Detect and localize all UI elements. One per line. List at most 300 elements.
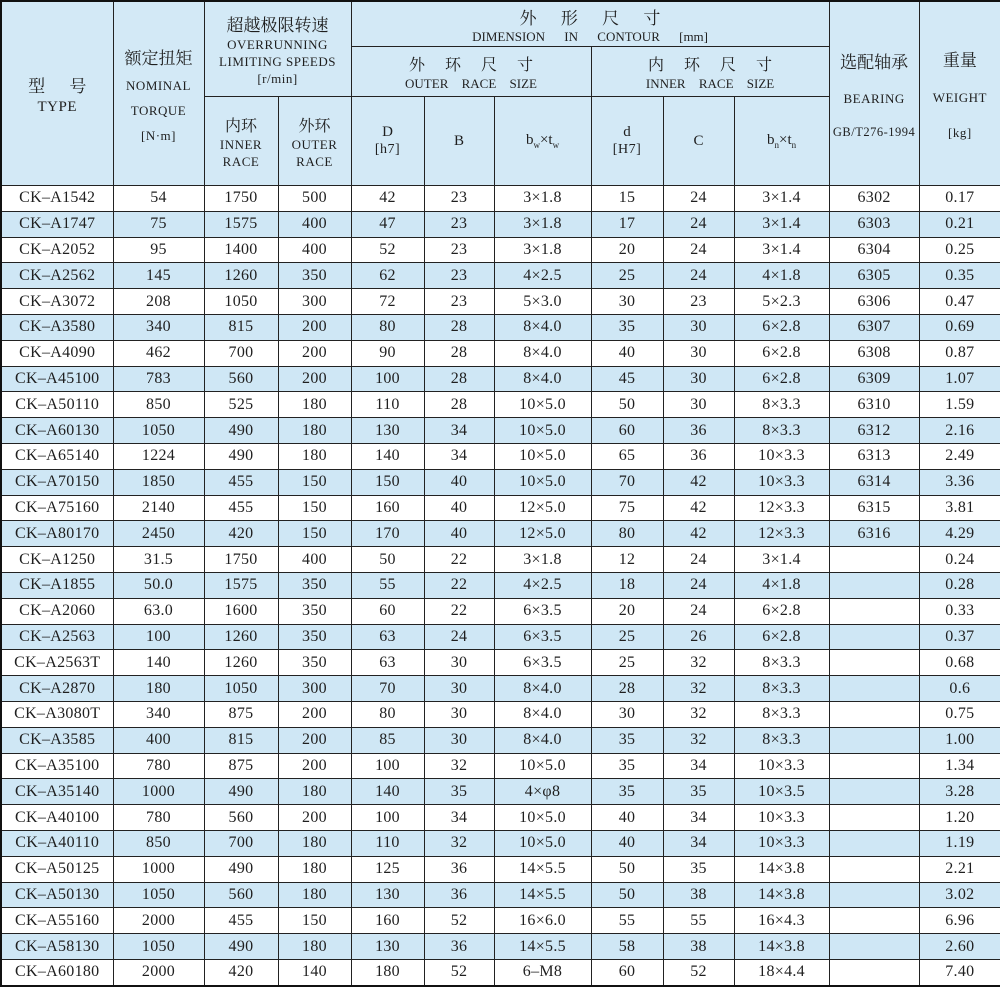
table-row <box>1 805 1000 831</box>
cell-bearing: 6316 <box>829 521 919 547</box>
cell-bearing <box>829 805 919 831</box>
cell-nominal-torque: 31.5 <box>113 547 204 573</box>
table-row <box>1 572 1000 598</box>
cell-B: 22 <box>424 598 494 624</box>
table-row <box>1 211 1000 237</box>
cell-d: 40 <box>591 805 663 831</box>
col-header-bearing <box>829 1 919 186</box>
cell-bearing <box>829 624 919 650</box>
cell-weight: 0.24 <box>919 547 1000 573</box>
cell-C: 30 <box>663 366 734 392</box>
cell-weight: 1.00 <box>919 727 1000 753</box>
cell-d: 80 <box>591 521 663 547</box>
cell-weight: 3.28 <box>919 779 1000 805</box>
cell-B: 40 <box>424 469 494 495</box>
cell-inner-race-speed: 875 <box>204 701 278 727</box>
cell-outer-race-speed: 150 <box>278 908 351 934</box>
cell-bn-tn: 12×3.3 <box>734 495 829 521</box>
speeds-label-zh: 超越极限转速 <box>226 16 329 35</box>
cell-inner-race-speed: 455 <box>204 469 278 495</box>
table-row <box>1 366 1000 392</box>
cell-C: 30 <box>663 340 734 366</box>
cell-bw-tw: 12×5.0 <box>494 495 591 521</box>
cell-B: 30 <box>424 650 494 676</box>
cell-type: CK–A2563 <box>1 624 113 650</box>
table-header <box>1 1 1000 186</box>
cell-outer-race-speed: 400 <box>278 237 351 263</box>
table-row <box>1 521 1000 547</box>
cell-bearing <box>829 650 919 676</box>
cell-nominal-torque: 95 <box>113 237 204 263</box>
table-row <box>1 340 1000 366</box>
cell-d: 18 <box>591 572 663 598</box>
cell-outer-race-speed: 150 <box>278 469 351 495</box>
cell-B: 23 <box>424 186 494 212</box>
tw-base: ×t <box>539 132 553 149</box>
cell-type: CK–A60130 <box>1 418 113 444</box>
cell-inner-race-speed: 1260 <box>204 650 278 676</box>
cell-bw-tw: 10×5.0 <box>494 753 591 779</box>
cell-weight: 0.17 <box>919 186 1000 212</box>
cell-C: 35 <box>663 856 734 882</box>
cell-bearing <box>829 779 919 805</box>
cell-bearing <box>829 547 919 573</box>
table-row <box>1 727 1000 753</box>
cell-outer-race-speed: 180 <box>278 779 351 805</box>
cell-inner-race-speed: 700 <box>204 830 278 856</box>
cell-nominal-torque: 400 <box>113 727 204 753</box>
cell-D: 63 <box>351 624 424 650</box>
cell-outer-race-speed: 140 <box>278 959 351 985</box>
table-row <box>1 753 1000 779</box>
cell-d: 65 <box>591 443 663 469</box>
cell-weight: 1.59 <box>919 392 1000 418</box>
cell-bearing: 6303 <box>829 211 919 237</box>
cell-bearing <box>829 908 919 934</box>
cell-nominal-torque: 1224 <box>113 443 204 469</box>
table-row <box>1 237 1000 263</box>
col-header-inner-race-speed <box>204 97 278 186</box>
cell-inner-race-speed: 560 <box>204 366 278 392</box>
cell-weight: 0.69 <box>919 314 1000 340</box>
cell-d: 35 <box>591 753 663 779</box>
cell-bw-tw: 8×4.0 <box>494 340 591 366</box>
cell-type: CK–A35100 <box>1 753 113 779</box>
cell-bw-tw: 3×1.8 <box>494 547 591 573</box>
cell-weight: 1.34 <box>919 753 1000 779</box>
cell-C: 34 <box>663 753 734 779</box>
cell-nominal-torque: 783 <box>113 366 204 392</box>
cell-C: 30 <box>663 392 734 418</box>
type-label-zh: 型 号 <box>28 76 97 96</box>
cell-bn-tn: 8×3.3 <box>734 701 829 727</box>
cell-B: 36 <box>424 882 494 908</box>
cell-bearing <box>829 959 919 985</box>
cell-outer-race-speed: 200 <box>278 314 351 340</box>
cell-inner-race-speed: 1750 <box>204 547 278 573</box>
cell-bearing <box>829 856 919 882</box>
inner-race-size-en: INNER RACE SIZE <box>645 75 775 91</box>
cell-bw-tw: 10×5.0 <box>494 392 591 418</box>
cell-bw-tw: 10×5.0 <box>494 805 591 831</box>
cell-outer-race-speed: 200 <box>278 805 351 831</box>
cell-d: 20 <box>591 237 663 263</box>
cell-D: 110 <box>351 392 424 418</box>
cell-C: 32 <box>663 676 734 702</box>
cell-d: 40 <box>591 830 663 856</box>
cell-outer-race-speed: 200 <box>278 753 351 779</box>
cell-bw-tw: 14×5.5 <box>494 856 591 882</box>
cell-nominal-torque: 2450 <box>113 521 204 547</box>
cell-nominal-torque: 780 <box>113 805 204 831</box>
table-row <box>1 830 1000 856</box>
cell-weight: 0.28 <box>919 572 1000 598</box>
cell-nominal-torque: 1050 <box>113 418 204 444</box>
cell-D: 70 <box>351 676 424 702</box>
cell-B: 28 <box>424 366 494 392</box>
cell-nominal-torque: 50.0 <box>113 572 204 598</box>
cell-nominal-torque: 340 <box>113 701 204 727</box>
cell-type: CK–A70150 <box>1 469 113 495</box>
cell-type: CK–A55160 <box>1 908 113 934</box>
cell-bw-tw: 6–M8 <box>494 959 591 985</box>
cell-C: 42 <box>663 469 734 495</box>
cell-D: 80 <box>351 701 424 727</box>
cell-B: 22 <box>424 572 494 598</box>
cell-bn-tn: 8×3.3 <box>734 727 829 753</box>
speeds-unit: [r/min] <box>257 71 298 86</box>
speeds-label-en1: OVERRUNNING <box>227 37 328 52</box>
cell-B: 28 <box>424 314 494 340</box>
bn-base: b <box>766 132 775 149</box>
cell-D: 60 <box>351 598 424 624</box>
cell-bn-tn: 10×3.3 <box>734 805 829 831</box>
type-label-en: TYPE <box>37 98 77 115</box>
col-header-bn-tn <box>734 97 829 186</box>
torque-label-zh: 额定扭矩 <box>124 48 193 68</box>
cell-inner-race-speed: 560 <box>204 882 278 908</box>
cell-type: CK–A58130 <box>1 934 113 960</box>
cell-bw-tw: 10×5.0 <box>494 418 591 444</box>
cell-bn-tn: 3×1.4 <box>734 211 829 237</box>
table-row <box>1 779 1000 805</box>
cell-inner-race-speed: 1600 <box>204 598 278 624</box>
cell-B: 34 <box>424 418 494 444</box>
cell-d: 25 <box>591 263 663 289</box>
cell-bn-tn: 4×1.8 <box>734 263 829 289</box>
cell-d: 20 <box>591 598 663 624</box>
cell-outer-race-speed: 150 <box>278 495 351 521</box>
cell-B: 23 <box>424 289 494 315</box>
cell-C: 23 <box>663 289 734 315</box>
cell-B: 30 <box>424 676 494 702</box>
cell-type: CK–A50110 <box>1 392 113 418</box>
cell-d: 25 <box>591 624 663 650</box>
cell-outer-race-speed: 350 <box>278 263 351 289</box>
cell-D: 150 <box>351 469 424 495</box>
cell-weight: 2.21 <box>919 856 1000 882</box>
cell-inner-race-speed: 1050 <box>204 676 278 702</box>
cell-d: 17 <box>591 211 663 237</box>
cell-type: CK–A35140 <box>1 779 113 805</box>
cell-outer-race-speed: 350 <box>278 572 351 598</box>
cell-B: 28 <box>424 392 494 418</box>
cell-type: CK–A50130 <box>1 882 113 908</box>
col-header-B <box>424 97 494 186</box>
table-row <box>1 495 1000 521</box>
group-header-outer-race-size <box>351 47 591 97</box>
torque-label-en2: TORQUE <box>130 102 187 118</box>
cell-weight: 0.21 <box>919 211 1000 237</box>
cell-D: 80 <box>351 314 424 340</box>
cell-B: 32 <box>424 753 494 779</box>
cell-bw-tw: 5×3.0 <box>494 289 591 315</box>
cell-outer-race-speed: 300 <box>278 289 351 315</box>
cell-inner-race-speed: 815 <box>204 314 278 340</box>
speeds-label-en2: LIMITING SPEEDS <box>219 54 336 69</box>
cell-nominal-torque: 340 <box>113 314 204 340</box>
cell-outer-race-speed: 180 <box>278 830 351 856</box>
cell-C: 38 <box>663 882 734 908</box>
cell-B: 22 <box>424 547 494 573</box>
cell-inner-race-speed: 490 <box>204 856 278 882</box>
cell-weight: 2.49 <box>919 443 1000 469</box>
cell-inner-race-speed: 1575 <box>204 572 278 598</box>
col-header-D <box>351 97 424 186</box>
cell-D: 125 <box>351 856 424 882</box>
cell-bw-tw: 8×4.0 <box>494 366 591 392</box>
d-symbol: d <box>623 124 631 140</box>
cell-D: 140 <box>351 779 424 805</box>
col-header-torque <box>113 1 204 186</box>
C-symbol: C <box>693 133 704 149</box>
cell-B: 52 <box>424 959 494 985</box>
cell-d: 30 <box>591 701 663 727</box>
table-row <box>1 186 1000 212</box>
cell-bn-tn: 8×3.3 <box>734 676 829 702</box>
cell-bearing <box>829 572 919 598</box>
cell-B: 23 <box>424 237 494 263</box>
weight-unit: [kg] <box>948 125 972 140</box>
cell-weight: 0.68 <box>919 650 1000 676</box>
cell-B: 23 <box>424 211 494 237</box>
cell-nominal-torque: 180 <box>113 676 204 702</box>
cell-nominal-torque: 140 <box>113 650 204 676</box>
cell-type: CK–A2562 <box>1 263 113 289</box>
cell-d: 35 <box>591 727 663 753</box>
cell-bearing <box>829 676 919 702</box>
bearing-label-en: BEARING <box>843 90 905 106</box>
table-row <box>1 469 1000 495</box>
cell-inner-race-speed: 700 <box>204 340 278 366</box>
tn-sub: n <box>791 140 797 151</box>
cell-inner-race-speed: 1575 <box>204 211 278 237</box>
cell-d: 58 <box>591 934 663 960</box>
cell-inner-race-speed: 1400 <box>204 237 278 263</box>
col-header-bw-tw <box>494 97 591 186</box>
cell-B: 34 <box>424 443 494 469</box>
cell-bn-tn: 10×3.3 <box>734 469 829 495</box>
cell-bn-tn: 3×1.4 <box>734 186 829 212</box>
table-row <box>1 856 1000 882</box>
cell-inner-race-speed: 490 <box>204 443 278 469</box>
cell-B: 52 <box>424 908 494 934</box>
d-tolerance: [H7] <box>612 142 642 157</box>
cell-bw-tw: 6×3.5 <box>494 598 591 624</box>
cell-nominal-torque: 100 <box>113 624 204 650</box>
cell-bn-tn: 14×3.8 <box>734 856 829 882</box>
cell-D: 140 <box>351 443 424 469</box>
cell-weight: 0.75 <box>919 701 1000 727</box>
cell-bn-tn: 16×4.3 <box>734 908 829 934</box>
table-row <box>1 650 1000 676</box>
cell-C: 24 <box>663 572 734 598</box>
cell-bw-tw: 6×3.5 <box>494 624 591 650</box>
table-row <box>1 624 1000 650</box>
cell-C: 55 <box>663 908 734 934</box>
table-row <box>1 392 1000 418</box>
cell-C: 36 <box>663 443 734 469</box>
cell-inner-race-speed: 1750 <box>204 186 278 212</box>
cell-weight: 1.19 <box>919 830 1000 856</box>
cell-D: 170 <box>351 521 424 547</box>
cell-type: CK–A2870 <box>1 676 113 702</box>
cell-bn-tn: 12×3.3 <box>734 521 829 547</box>
col-header-dimension <box>351 1 829 47</box>
cell-type: CK–A3580 <box>1 314 113 340</box>
cell-bearing: 6306 <box>829 289 919 315</box>
cell-bn-tn: 3×1.4 <box>734 237 829 263</box>
torque-unit: [N·m] <box>141 127 176 143</box>
table-row <box>1 676 1000 702</box>
cell-C: 24 <box>663 598 734 624</box>
cell-B: 30 <box>424 727 494 753</box>
cell-weight: 1.07 <box>919 366 1000 392</box>
cell-nominal-torque: 1000 <box>113 779 204 805</box>
cell-type: CK–A80170 <box>1 521 113 547</box>
cell-d: 70 <box>591 469 663 495</box>
table-row <box>1 314 1000 340</box>
bw-sub: w <box>533 140 540 151</box>
cell-d: 25 <box>591 650 663 676</box>
cell-D: 130 <box>351 934 424 960</box>
cell-outer-race-speed: 180 <box>278 934 351 960</box>
cell-d: 50 <box>591 882 663 908</box>
cell-d: 50 <box>591 856 663 882</box>
cell-inner-race-speed: 1260 <box>204 263 278 289</box>
cell-inner-race-speed: 490 <box>204 779 278 805</box>
cell-bearing: 6305 <box>829 263 919 289</box>
cell-D: 72 <box>351 289 424 315</box>
tn-base: ×t <box>778 132 792 149</box>
cell-d: 60 <box>591 959 663 985</box>
cell-nominal-torque: 63.0 <box>113 598 204 624</box>
cell-D: 55 <box>351 572 424 598</box>
cell-bearing: 6304 <box>829 237 919 263</box>
cell-type: CK–A4090 <box>1 340 113 366</box>
cell-outer-race-speed: 180 <box>278 418 351 444</box>
cell-C: 26 <box>663 624 734 650</box>
cell-d: 28 <box>591 676 663 702</box>
cell-weight: 4.29 <box>919 521 1000 547</box>
cell-bn-tn: 6×2.8 <box>734 340 829 366</box>
cell-inner-race-speed: 455 <box>204 495 278 521</box>
cell-nominal-torque: 850 <box>113 830 204 856</box>
cell-bw-tw: 12×5.0 <box>494 521 591 547</box>
cell-bearing: 6310 <box>829 392 919 418</box>
cell-type: CK–A2060 <box>1 598 113 624</box>
inner-race-size-zh: 内 环 尺 寸 <box>648 56 781 74</box>
cell-bearing: 6302 <box>829 186 919 212</box>
cell-outer-race-speed: 200 <box>278 701 351 727</box>
cell-outer-race-speed: 500 <box>278 186 351 212</box>
cell-d: 12 <box>591 547 663 573</box>
cell-C: 38 <box>663 934 734 960</box>
cell-bn-tn: 8×3.3 <box>734 418 829 444</box>
cell-D: 52 <box>351 237 424 263</box>
cell-type: CK–A3585 <box>1 727 113 753</box>
cell-type: CK–A65140 <box>1 443 113 469</box>
cell-B: 23 <box>424 263 494 289</box>
cell-outer-race-speed: 180 <box>278 856 351 882</box>
cell-bn-tn: 10×3.3 <box>734 830 829 856</box>
cell-bn-tn: 14×3.8 <box>734 882 829 908</box>
cell-C: 24 <box>663 547 734 573</box>
cell-type: CK–A3072 <box>1 289 113 315</box>
cell-bw-tw: 6×3.5 <box>494 650 591 676</box>
cell-inner-race-speed: 490 <box>204 934 278 960</box>
cell-C: 42 <box>663 521 734 547</box>
cell-type: CK–A45100 <box>1 366 113 392</box>
cell-D: 85 <box>351 727 424 753</box>
cell-bn-tn: 6×2.8 <box>734 314 829 340</box>
cell-d: 75 <box>591 495 663 521</box>
cell-B: 36 <box>424 934 494 960</box>
dimension-label-zh: 外 形 尺 寸 <box>519 8 671 28</box>
cell-bn-tn: 18×4.4 <box>734 959 829 985</box>
cell-bearing: 6308 <box>829 340 919 366</box>
cell-D: 100 <box>351 753 424 779</box>
cell-bn-tn: 10×3.5 <box>734 779 829 805</box>
cell-D: 130 <box>351 882 424 908</box>
cell-bw-tw: 14×5.5 <box>494 882 591 908</box>
cell-inner-race-speed: 420 <box>204 959 278 985</box>
cell-nominal-torque: 2000 <box>113 908 204 934</box>
cell-weight: 0.35 <box>919 263 1000 289</box>
cell-bw-tw: 3×1.8 <box>494 211 591 237</box>
cell-weight: 1.20 <box>919 805 1000 831</box>
cell-B: 36 <box>424 856 494 882</box>
cell-C: 34 <box>663 805 734 831</box>
bearing-standard: GB/T276-1994 <box>832 124 916 139</box>
cell-D: 47 <box>351 211 424 237</box>
cell-outer-race-speed: 350 <box>278 650 351 676</box>
cell-outer-race-speed: 300 <box>278 676 351 702</box>
cell-d: 15 <box>591 186 663 212</box>
cell-D: 180 <box>351 959 424 985</box>
cell-bearing: 6312 <box>829 418 919 444</box>
cell-inner-race-speed: 1050 <box>204 289 278 315</box>
cell-bearing <box>829 727 919 753</box>
cell-d: 40 <box>591 340 663 366</box>
cell-nominal-torque: 54 <box>113 186 204 212</box>
cell-nominal-torque: 1050 <box>113 882 204 908</box>
cell-nominal-torque: 2000 <box>113 959 204 985</box>
cell-B: 34 <box>424 805 494 831</box>
cell-bn-tn: 6×2.8 <box>734 366 829 392</box>
cell-type: CK–A2052 <box>1 237 113 263</box>
cell-bn-tn: 6×2.8 <box>734 598 829 624</box>
